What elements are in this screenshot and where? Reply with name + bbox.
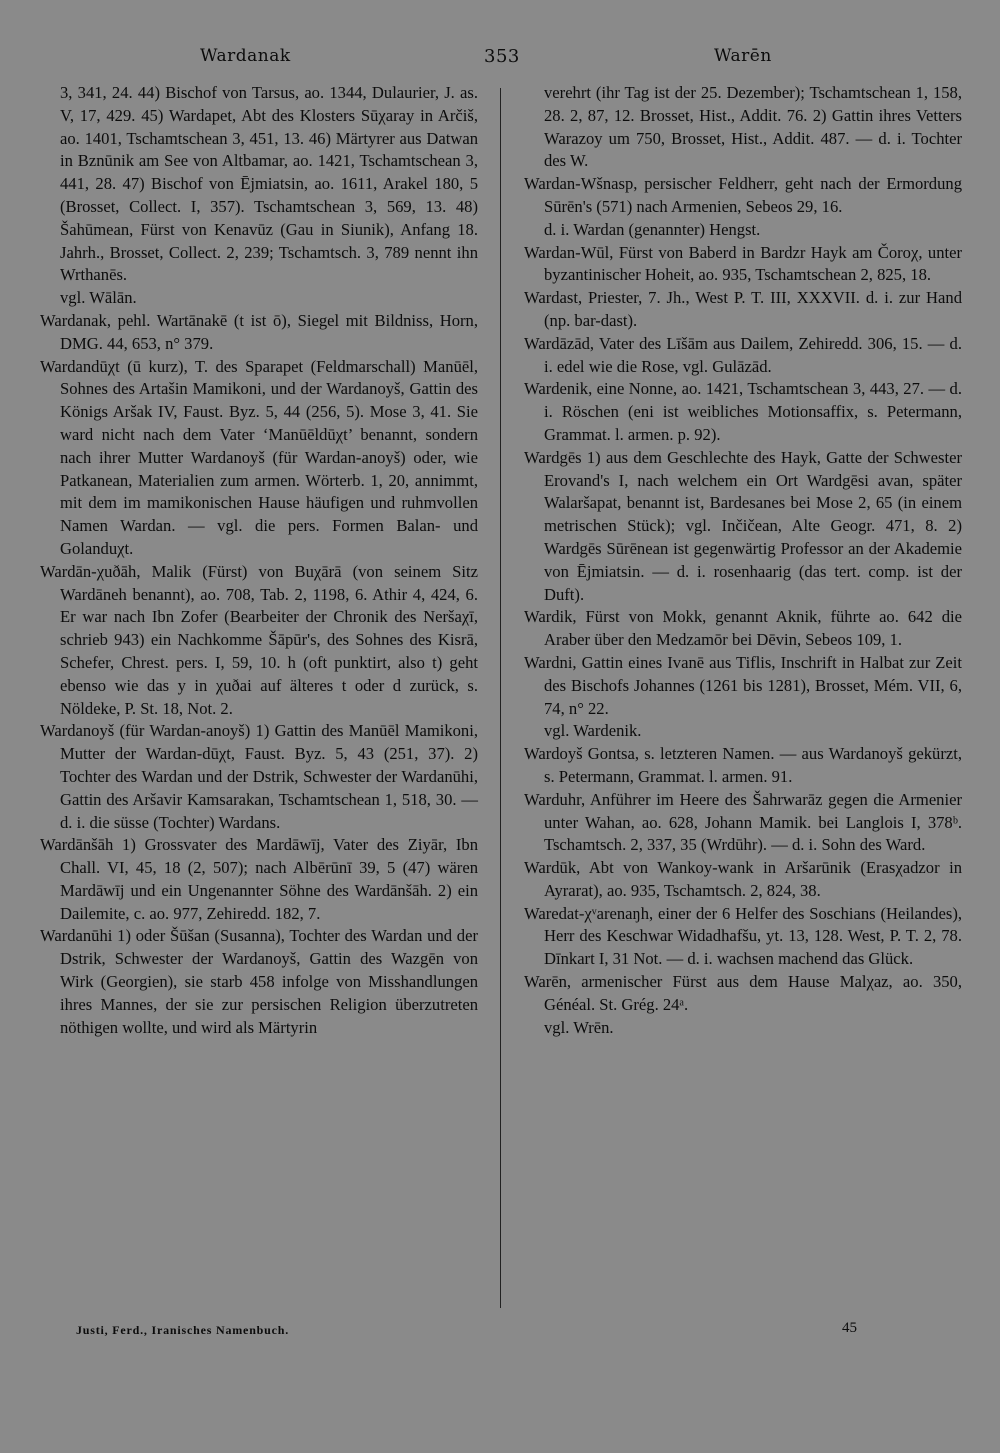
- entry-warduk: Wardūk, Abt von Wankoy-wank in Aršarūnik (Erasχadzor in Ayrarat), ao. 935, Tschamtsch. 2, 824, 38.: [524, 858, 962, 900]
- entry-wardazad: Wardāzād, Vater des Līšām aus Dailem, Zehiredd. 306, 15. — d. i. edel wie die Rose, vgl. Gulāzād.: [524, 333, 962, 376]
- entry-wardges: Wardgēs 1) aus dem Geschlechte des Hayk, Gatte der Schwester Erovand's I, nach welchem ein Ort Wardgēsi avan, später Walaršapat, benannt ist, Bardesanes bei Mose 2, 65 (in einem metrischen Stück); vgl. Inčičean, Alte Geogr. 471, 8. 2) Wardgēs Sūrēnean ist gegenwärtig Professor an der Akademie von Ējmiatsin. — d. i. rosenhaarig (das tert. comp. ist der Duft).: [524, 447, 962, 604]
- entry-continuation: 3, 341, 24. 44) Bischof von Tarsus, ao. 1344, Dulaurier, J. as. V, 17, 429. 45) Wardapet, Abt des Klosters Sūχaray in Arčiš, ao. 1401, Tschamtschean 3, 451, 13. 46) Märtyrer aus Datwan in Bznūnik am See von Altbamar, ao. 1421, Tschamtschean 3, 441, 28. 47) Bischof von Ējmiatsin, ao. 1611, Arakel 180, 5 (Brosset, Collect. I, 357). Tschamtschean 3, 569, 13. 48) Šahūmean, Fürst von Kenavūz (Gau in Siunik), Anfang 18. Jahrh., Brosset, Collect. 2, 239; Tschamtsch. 3, 789 nennt ihn Wrthanēs.: [60, 83, 478, 285]
- entry-wardik: Wardik, Fürst von Mokk, genannt Aknik, führte ao. 642 die Araber über den Medzamōr bei Dēvin, Sebeos 109, 1.: [524, 607, 962, 650]
- entry-crossref: vgl. Wālān.: [60, 288, 137, 308]
- entry-wardanuhi: Wardanūhi 1) oder Šūšan (Susanna), Tochter des Wardan und der Dstrik, Schwester der Wardanoyš, Gattin des Wazgēn von Wirk (Georgien), sie starb 458 infolge von Misshandlungen ihres Mannes, der sie zur persischen Religion überzutreten nöthigen wollte, und wird als Märtyrin: [40, 926, 478, 1037]
- entry-wardan-wul: Wardan-Wūl, Fürst von Baberd in Bardzr Hayk am Čoroχ, unter byzantinischer Hoheit, ao. 935, Tschamtschean 2, 825, 18.: [524, 242, 962, 285]
- column-divider: [500, 88, 501, 1308]
- footer-source: Justi, Ferd., Iranisches Namenbuch.: [76, 1323, 290, 1337]
- entry-wardanak: Wardanak, pehl. Wartānakē (t ist ō), Siegel mit Bildniss, Horn, DMG. 44, 653, n° 379.: [40, 310, 478, 353]
- entry-wardanoys: Wardanoyš (für Wardan-anoyš) 1) Gattin des Manūēl Mamikoni, Mutter der Wardan-dūχt, Faust. Byz. 5, 43 (251, 37). 2) Tochter des Wardan und der Dstrik, Schwester der Wardanūhi, Gattin des Aršavir Kamsarakan, Tschamtschean 1, 518, 30. — d. i. die süsse (Tochter) Wardans.: [40, 721, 478, 832]
- entry-crossref: vgl. Wrēn.: [544, 1017, 614, 1037]
- entry-continuation: verehrt (ihr Tag ist der 25. Dezember); Tschamtschean 1, 158, 28. 2, 87, 12. Brosset, Hist., Addit. 76. 2) Gattin ihres Vetters Warazoy um 750, Brosset, Hist., Addit. 487. — d. i. Tochter des W.: [544, 83, 962, 171]
- entry-waren: Warēn, armenischer Fürst aus dem Hause Malχaz, ao. 350, Généal. St. Grég. 24ᵃ.: [524, 972, 962, 1014]
- entry-wardast: Wardast, Priester, 7. Jh., West P. T. III, XXXVII. d. i. zur Hand (np. bar-dast).: [524, 288, 962, 330]
- entry-wardni: Wardni, Gattin eines Ivanē aus Tiflis, Inschrift in Halbat zur Zeit des Bischofs Johannes (1261 bis 1281), Brosset, Mém. VII, 6, 74, n° 22.: [524, 652, 962, 718]
- footer-signature: 45: [842, 1320, 857, 1336]
- page-number: 353: [484, 46, 520, 67]
- right-column: [524, 82, 962, 1039]
- entry-gloss: d. i. Wardan (genannter) Hengst.: [544, 219, 761, 239]
- running-head-left: Wardanak: [200, 46, 291, 66]
- entry-warduhr: Warduhr, Anführer im Heere des Šahrwarāz gegen die Armenier unter Wahan, ao. 628, Johann Mamik. bei Langlois I, 378ᵇ. Tschamtsch. 2, 337, 35 (Wrdūhr). — d. i. Sohn des Ward.: [524, 789, 962, 855]
- entry-crossref: vgl. Wardenik.: [544, 721, 642, 741]
- left-column: [40, 82, 478, 1039]
- entry-wardenik: Wardenik, eine Nonne, ao. 1421, Tschamtschean 3, 443, 27. — d. i. Röschen (eni ist weibliches Motionsaffix, s. Petermann, Grammat. l. armen. p. 92).: [524, 379, 962, 444]
- entry-wardan-xudah: Wardān-χuðāh, Malik (Fürst) von Buχārā (von seinem Sitz Wardāneh benannt), ao. 708, Tab. 2, 1198, 6. Athir 4, 424, 6. Er war nach Ibn Zofer (Bearbeiter der Chronik des Neršaχī, schrieb 943) ein Nachkomme Šāpūr's, des Sohnes des Kisrā, Schefer, Chrest. pers. I, 59, 10. h (oft punktirt, also t) geht ebenso wie das y in χuðai auf älteres t oder d zurück, s. Nöldeke, P. St. 18, Not. 2.: [40, 561, 478, 718]
- entry-wardan-wsnasp: Wardan-Wšnasp, persischer Feldherr, geht nach der Ermordung Sūrēn's (571) nach Armenien, Sebeos 29, 16.: [524, 174, 962, 216]
- entry-wardansah: Wardānšāh 1) Grossvater des Mardāwīj, Vater des Ziyār, Ibn Chall. VI, 45, 18 (2, 507); nach Albērūnī 39, 5 (47) wären Mardāwīj und ein Ungenannter Söhne des Wardānšāh. 2) ein Dailemite, c. ao. 977, Zehiredd. 182, 7.: [40, 835, 478, 923]
- running-head-right: Warēn: [714, 46, 772, 66]
- entry-wardoys: Wardoyš Gontsa, s. letzteren Namen. — aus Wardanoyš gekürzt, s. Petermann, Grammat. l. armen. 91.: [524, 744, 962, 786]
- entry-waredat: Waredat-χᵛarenaŋh, einer der 6 Helfer des Soschians (Heilandes), Herr des Keschwar Widadhafšu, yt. 13, 128. West, P. T. 2, 78. Dīnkart I, 31 Not. — d. i. wachsen machend das Glück.: [524, 903, 962, 969]
- entry-wardanduxt: Wardandūχt (ū kurz), T. des Sparapet (Feldmarschall) Manūēl, Sohnes des Artašin Mamikoni, und der Wardanoyš, Gattin des Königs Aršak IV, Faust. Byz. 5, 44 (256, 5). Mose 3, 41. Sie ward nicht nach dem Vater ‘Manūēldūχt’ benannt, sondern nach ihrer Mutter Wardanoyš (für Wardan-anoyš) oder, wie Patkanean, Materialien zum armen. Wörterb. 1, 20, annimmt, mit dem im mamikonischen Hause häufigen und ruhmvollen Namen Wardan. — vgl. die pers. Formen Balan- und Golanduχt.: [40, 356, 478, 558]
